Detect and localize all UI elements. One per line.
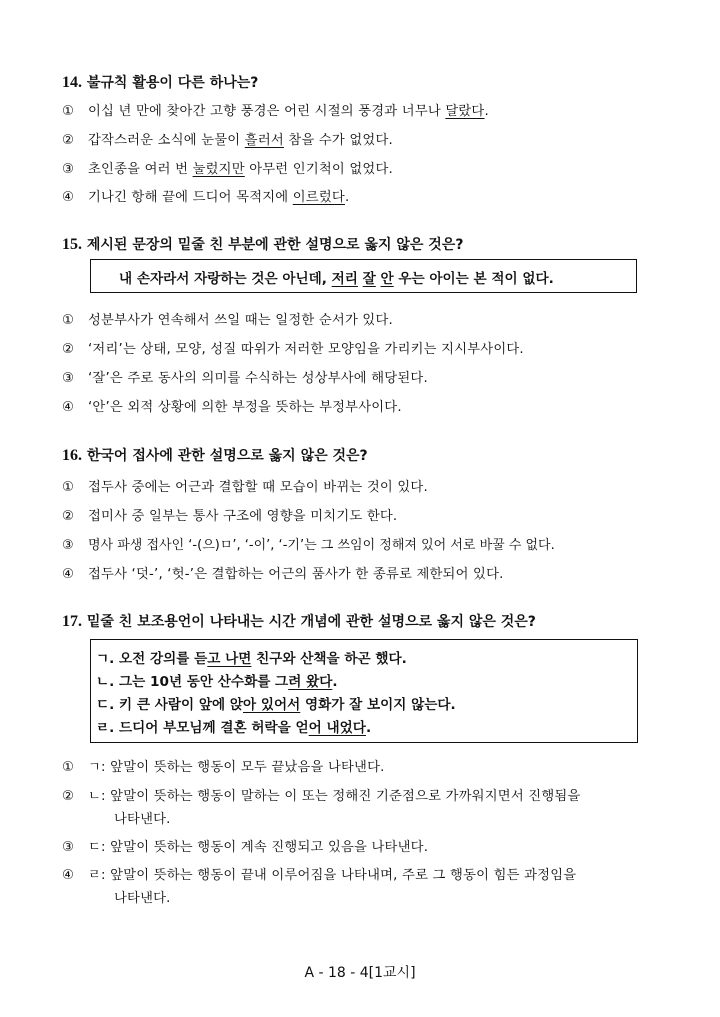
- sentence-text: ㄷ. 키 큰 사람이 앞에 앉: [96, 697, 244, 713]
- question-text: 불규칙 활용이 다른 하나는?: [86, 75, 259, 91]
- sentence-text: ㄴ. 그는 10년 동안 산수화를 그: [96, 674, 289, 690]
- option-text: 성분부사가 연속해서 쓰일 때는 일정한 순서가 있다.: [88, 313, 393, 328]
- q16-option-3: [62, 534, 555, 553]
- q15-example-sentence: [119, 267, 554, 287]
- q14-option-3: [62, 158, 393, 177]
- q17-option-4: [62, 864, 576, 883]
- option-text: ‘잘’은 주로 동사의 의미를 수식하는 성상부사에 해당된다.: [88, 371, 428, 386]
- sentence-text-end: 우는 아이는 본 적이 없다.: [393, 271, 554, 287]
- question-text: 한국어 접사에 관한 설명으로 옳지 않은 것은?: [86, 448, 368, 464]
- underlined-phrase: 려 왔다: [288, 674, 333, 690]
- option-text: 접미사 중 일부는 통사 구조에 영향을 미치기도 한다.: [88, 509, 398, 524]
- q17-example-d: [96, 716, 371, 736]
- option-marker: ②: [62, 789, 75, 804]
- option-marker: ②: [62, 509, 75, 524]
- option-text-end: .: [344, 190, 350, 205]
- q16-option-2: [62, 505, 397, 524]
- question-15-title: [62, 234, 463, 254]
- question-number: 15.: [62, 236, 82, 253]
- underlined-word: 잘: [362, 271, 376, 287]
- option-text: ‘저리’는 상태, 모양, 성질 따위가 저러한 모양임을 가리키는 지시부사이다.: [88, 342, 524, 357]
- option-marker: ①: [62, 104, 75, 119]
- option-marker: ③: [62, 538, 74, 553]
- option-text: 갑작스러운 소식에 눈물이: [88, 133, 245, 148]
- sentence-text-end: 친구와 산책을 하곤 했다.: [251, 651, 407, 667]
- underlined-word: 안: [380, 271, 394, 287]
- underlined-word: 이르렀다: [292, 190, 345, 205]
- underlined-word: 눌렀지만: [192, 162, 245, 177]
- option-text: 접두사 ‘덧-’, ‘헛-’은 결합하는 어근의 품사가 한 종류로 제한되어 있다.: [88, 567, 504, 582]
- question-14-title: [62, 72, 258, 92]
- q15-option-4: [62, 396, 402, 415]
- q17-option-3: [62, 836, 428, 855]
- option-text: ㄱ: 앞말이 뜻하는 행동이 모두 끝났음을 나타낸다.: [88, 760, 385, 775]
- q16-option-4: [62, 563, 504, 582]
- option-text: 이십 년 만에 찾아간 고향 풍경은 어린 시절의 풍경과 너무나: [88, 104, 446, 119]
- q17-option-4-continued: 나타낸다.: [114, 891, 171, 906]
- question-number: 17.: [62, 613, 82, 630]
- option-marker: ④: [62, 400, 75, 415]
- sentence-text-end: 영화가 잘 보이지 않는다.: [300, 697, 456, 713]
- option-text-end: .: [484, 104, 489, 119]
- question-number: 14.: [62, 74, 82, 91]
- underlined-phrase: 고 나면: [207, 651, 252, 667]
- option-marker: ③: [62, 371, 75, 386]
- option-marker: ④: [62, 190, 75, 205]
- q17-option-2: [62, 785, 580, 804]
- q17-option-1: [62, 756, 385, 775]
- option-text-end: 아무런 인기척이 없었다.: [244, 162, 393, 177]
- option-marker: ①: [62, 313, 75, 328]
- option-marker: ④: [62, 567, 75, 582]
- sentence-text: 내 손자라서 자랑하는 것은 아닌데,: [119, 271, 332, 287]
- option-text: ㄹ: 앞말이 뜻하는 행동이 끝내 이루어짐을 나타내며, 주로 그 행동이 힘든 과정임을: [88, 868, 577, 883]
- option-marker: ①: [62, 760, 75, 775]
- q15-option-2: [62, 338, 524, 357]
- question-17-title: [62, 611, 536, 631]
- option-marker: ①: [62, 480, 75, 495]
- option-text: ㄴ: 앞말이 뜻하는 행동이 말하는 이 또는 정해진 기준점으로 가까워지면서 진행됨을: [88, 789, 581, 804]
- option-marker: ④: [62, 868, 75, 883]
- q15-option-3: [62, 367, 428, 386]
- option-text: 초인종을 여러 번: [88, 162, 193, 177]
- option-marker: ②: [62, 133, 75, 148]
- question-number: 16.: [62, 447, 82, 464]
- question-16-title: [62, 445, 368, 465]
- q14-option-2: [62, 129, 393, 148]
- q17-example-b: [96, 670, 338, 690]
- underlined-word: 저리: [331, 271, 358, 287]
- q14-option-1: [62, 100, 489, 119]
- option-text: ㄷ: 앞말이 뜻하는 행동이 계속 진행되고 있음을 나타낸다.: [88, 840, 429, 855]
- underlined-phrase: 아 있어서: [243, 697, 301, 713]
- question-text: 제시된 문장의 밑줄 친 부분에 관한 설명으로 옳지 않은 것은?: [86, 237, 464, 253]
- sentence-text: ㄱ. 오전 강의를 듣: [96, 651, 208, 667]
- underlined-word: 흘러서: [244, 133, 284, 148]
- q17-example-a: [96, 647, 407, 667]
- q15-option-1: [62, 309, 393, 328]
- option-text: ‘안’은 외적 상황에 의한 부정을 뜻하는 부정부사이다.: [88, 400, 402, 415]
- q14-option-4: [62, 186, 349, 205]
- sentence-text-end: .: [332, 674, 338, 690]
- option-text: 기나긴 항해 끝에 드디어 목적지에: [88, 190, 293, 205]
- option-text: 접두사 중에는 어근과 결합할 때 모습이 바뀌는 것이 있다.: [88, 480, 428, 495]
- q17-example-c: [96, 693, 456, 713]
- q16-option-1: [62, 476, 428, 495]
- option-marker: ②: [62, 342, 75, 357]
- underlined-phrase: 어 내었다: [308, 720, 366, 736]
- underlined-word: 달랐다: [445, 104, 485, 119]
- sentence-text-end: .: [365, 720, 372, 736]
- page-footer: A - 18 - 4[1교시]: [304, 965, 416, 981]
- sentence-text: ㄹ. 드디어 부모님께 결혼 허락을 얻: [96, 720, 309, 736]
- q17-option-2-continued: 나타낸다.: [114, 812, 171, 827]
- option-text: 명사 파생 접사인 ‘-(으)ㅁ’, ‘-이’, ‘-기’는 그 쓰임이 정해져 있어 서로 바꿀 수 없다.: [88, 538, 555, 553]
- question-text: 밑줄 친 보조용언이 나타내는 시간 개념에 관한 설명으로 옳지 않은 것은?: [86, 614, 536, 630]
- option-text-end: 참을 수가 없었다.: [283, 133, 393, 148]
- option-marker: ③: [62, 840, 75, 855]
- option-marker: ③: [62, 162, 75, 177]
